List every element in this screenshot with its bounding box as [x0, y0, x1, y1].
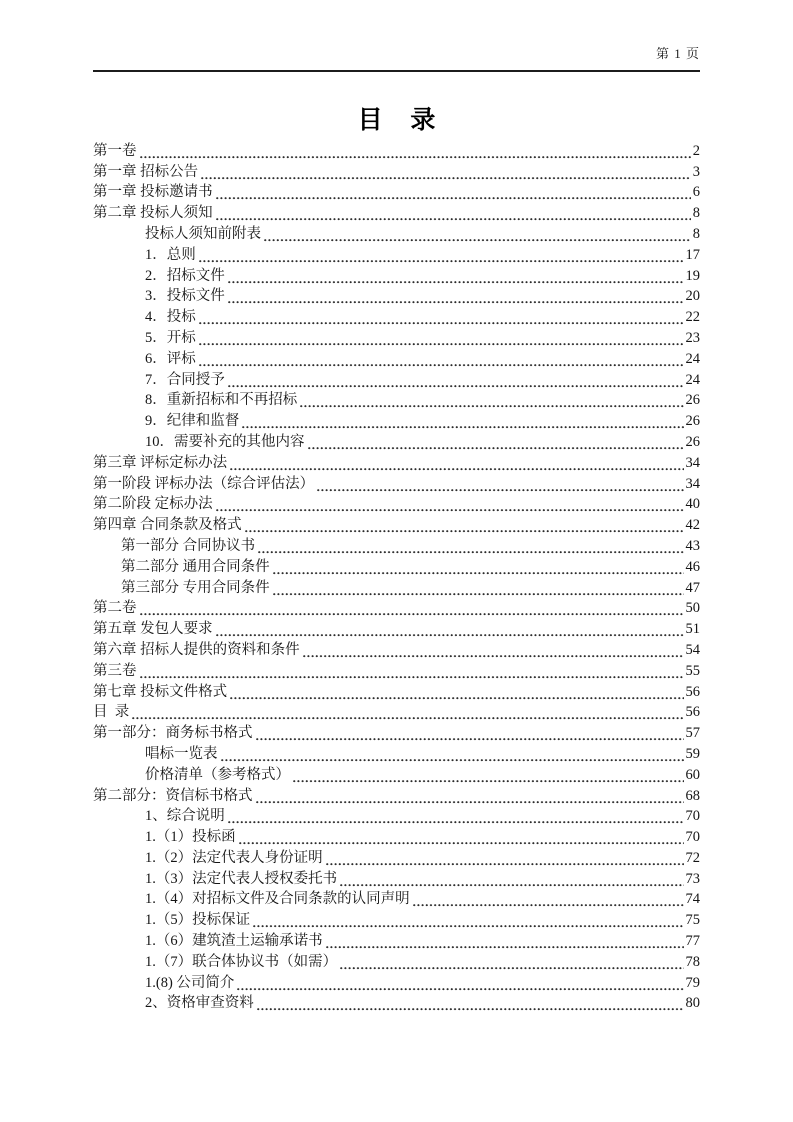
toc-dot-leader — [228, 281, 684, 284]
toc-entry-page: 19 — [685, 267, 700, 284]
toc-entry-title: 5．开标 — [145, 329, 196, 346]
toc-entry — [93, 494, 700, 515]
toc-entry — [93, 826, 700, 847]
toc-entry-page: 59 — [685, 745, 700, 762]
toc-entry-page: 68 — [685, 787, 700, 804]
toc-dot-leader — [140, 613, 684, 616]
toc-entry-title: 第二部分 通用合同条件 — [121, 558, 270, 575]
toc-entry — [93, 618, 700, 639]
toc-entry-title: 9．纪律和监督 — [145, 413, 240, 430]
toc-entry-title: 第三章 评标定标办法 — [93, 454, 228, 471]
toc-entry — [93, 535, 700, 556]
toc-entry — [93, 660, 700, 681]
toc-entry-title: 10．需要补充的其他内容 — [145, 433, 305, 450]
toc-dot-leader — [293, 780, 684, 783]
toc-entry — [93, 764, 700, 785]
toc-entry-title: 6．评标 — [145, 350, 196, 367]
toc-entry-page: 34 — [685, 475, 700, 492]
toc-dot-leader — [257, 1008, 684, 1011]
toc-entry — [93, 681, 700, 702]
toc-entry — [93, 972, 700, 993]
toc-entry — [93, 265, 700, 286]
toc-entry — [93, 182, 700, 203]
toc-dot-leader — [317, 489, 683, 492]
toc-dot-leader — [228, 821, 684, 824]
toc-entry — [93, 868, 700, 889]
toc-list — [93, 140, 700, 1013]
toc-entry-page: 74 — [685, 891, 700, 908]
toc-entry-title: 第二卷 — [93, 600, 137, 617]
toc-entry-title: 第一章 投标邀请书 — [93, 184, 213, 201]
toc-entry-page: 56 — [685, 683, 700, 700]
toc-dot-leader — [242, 426, 683, 429]
toc-dot-leader — [221, 759, 684, 762]
toc-dot-leader — [326, 946, 684, 949]
toc-entry-page: 77 — [685, 933, 700, 950]
toc-dot-leader — [264, 239, 691, 242]
header-rule — [93, 70, 700, 72]
toc-entry-title: 3．投标文件 — [145, 288, 225, 305]
toc-entry-title: 第二部分：资信标书格式 — [93, 787, 253, 804]
toc-dot-leader — [300, 405, 683, 408]
toc-entry — [93, 327, 700, 348]
toc-entry-title: 1.（4）对招标文件及合同条款的认同声明 — [145, 891, 410, 908]
page-number-label: 第 1 页 — [655, 46, 700, 61]
toc-entry — [93, 639, 700, 660]
toc-dot-leader — [230, 468, 683, 471]
toc-entry-title: 2．招标文件 — [145, 267, 225, 284]
toc-entry-title: 唱标一览表 — [145, 745, 218, 762]
toc-dot-leader — [199, 343, 684, 346]
toc-entry-title: 1．总则 — [145, 246, 196, 263]
toc-entry-title: 8．重新招标和不再招标 — [145, 392, 298, 409]
toc-entry — [93, 390, 700, 411]
toc-dot-leader — [256, 738, 684, 741]
toc-entry-page: 6 — [692, 184, 700, 201]
toc-entry-title: 第二章 投标人须知 — [93, 205, 213, 222]
toc-dot-leader — [239, 842, 684, 845]
toc-entry-page: 26 — [685, 433, 700, 450]
toc-entry — [93, 452, 700, 473]
toc-entry — [93, 244, 700, 265]
toc-dot-leader — [245, 530, 684, 533]
toc-entry-title: 价格清单（参考格式） — [145, 766, 290, 783]
toc-entry — [93, 577, 700, 598]
toc-entry-page: 2 — [692, 142, 700, 159]
toc-dot-leader — [256, 801, 684, 804]
toc-entry-page: 60 — [685, 766, 700, 783]
toc-dot-leader — [326, 863, 684, 866]
toc-entry-page: 3 — [692, 163, 700, 180]
toc-dot-leader — [199, 322, 684, 325]
toc-dot-leader — [303, 655, 684, 658]
toc-entry — [93, 951, 700, 972]
toc-entry — [93, 306, 700, 327]
toc-dot-leader — [140, 676, 684, 679]
toc-entry — [93, 847, 700, 868]
toc-entry-title: 2、资格审查资料 — [145, 995, 254, 1012]
toc-dot-leader — [258, 551, 683, 554]
toc-entry — [93, 369, 700, 390]
toc-entry — [93, 743, 700, 764]
toc-entry-page: 26 — [685, 392, 700, 409]
toc-entry-page: 40 — [685, 496, 700, 513]
toc-dot-leader — [340, 884, 683, 887]
toc-entry-page: 70 — [685, 808, 700, 825]
toc-entry-title: 第六章 招标人提供的资料和条件 — [93, 641, 300, 658]
toc-dot-leader — [132, 717, 683, 720]
toc-entry-title: 第四章 合同条款及格式 — [93, 517, 242, 534]
toc-entry — [93, 514, 700, 535]
toc-dot-leader — [216, 509, 684, 512]
toc-entry-title: 1.（6）建筑渣土运输承诺书 — [145, 933, 323, 950]
toc-entry-page: 17 — [685, 246, 700, 263]
toc-entry — [93, 286, 700, 307]
toc-dot-leader — [216, 218, 691, 221]
toc-entry-page: 8 — [692, 205, 700, 222]
toc-entry-page: 57 — [685, 725, 700, 742]
toc-entry-title: 1、综合说明 — [145, 808, 225, 825]
toc-dot-leader — [216, 197, 691, 200]
toc-dot-leader — [237, 988, 683, 991]
toc-entry — [93, 722, 700, 743]
toc-entry-title: 第三卷 — [93, 662, 137, 679]
toc-entry-page: 26 — [685, 413, 700, 430]
toc-dot-leader — [273, 593, 684, 596]
toc-entry-title: 1.（7）联合体协议书（如需） — [145, 953, 338, 970]
toc-entry — [93, 223, 700, 244]
toc-entry-page: 70 — [685, 829, 700, 846]
toc-dot-leader — [140, 156, 691, 159]
toc-entry — [93, 140, 700, 161]
toc-entry-title: 第二阶段 定标办法 — [93, 496, 213, 513]
toc-entry-page: 34 — [685, 454, 700, 471]
toc-entry-page: 46 — [685, 558, 700, 575]
toc-entry-page: 75 — [685, 912, 700, 929]
toc-entry — [93, 909, 700, 930]
toc-entry-page: 43 — [685, 537, 700, 554]
toc-entry-page: 78 — [685, 953, 700, 970]
toc-entry-title: 投标人须知前附表 — [145, 225, 261, 242]
toc-dot-leader — [228, 385, 684, 388]
toc-entry-page: 56 — [685, 704, 700, 721]
toc-entry-title: 第一部分 合同协议书 — [121, 537, 256, 554]
toc-entry-title: 1.（3）法定代表人授权委托书 — [145, 870, 338, 887]
toc-entry-title: 第一卷 — [93, 142, 137, 159]
toc-dot-leader — [308, 447, 684, 450]
toc-entry-page: 20 — [685, 288, 700, 305]
toc-entry-page: 24 — [685, 350, 700, 367]
toc-entry — [93, 431, 700, 452]
toc-entry — [93, 202, 700, 223]
toc-entry-page: 73 — [685, 870, 700, 887]
toc-entry-page: 42 — [685, 517, 700, 534]
toc-entry-page: 51 — [685, 621, 700, 638]
toc-entry-page: 8 — [692, 225, 700, 242]
toc-entry — [93, 473, 700, 494]
toc-entry-title: 目 录 — [93, 704, 130, 721]
toc-dot-leader — [201, 177, 691, 180]
toc-entry — [93, 556, 700, 577]
toc-dot-leader — [199, 260, 684, 263]
toc-entry-title: 第七章 投标文件格式 — [93, 683, 228, 700]
toc-entry-page: 50 — [685, 600, 700, 617]
document-title: 目 录 — [357, 106, 436, 134]
toc-entry-title: 第一部分：商务标书格式 — [93, 725, 253, 742]
toc-entry-page: 23 — [685, 329, 700, 346]
toc-dot-leader — [340, 967, 683, 970]
toc-entry-title: 1.（2）法定代表人身份证明 — [145, 849, 323, 866]
toc-dot-leader — [199, 364, 684, 367]
toc-dot-leader — [413, 904, 684, 907]
toc-entry — [93, 348, 700, 369]
toc-dot-leader — [230, 697, 683, 700]
toc-dot-leader — [228, 301, 684, 304]
toc-entry-title: 1.(8) 公司简介 — [145, 974, 235, 991]
toc-entry-page: 79 — [685, 974, 700, 991]
toc-dot-leader — [216, 634, 684, 637]
toc-entry — [93, 806, 700, 827]
toc-entry-page: 55 — [685, 662, 700, 679]
toc-entry — [93, 702, 700, 723]
toc-entry — [93, 930, 700, 951]
toc-entry-title: 1.（5）投标保证 — [145, 912, 251, 929]
toc-entry-page: 47 — [685, 579, 700, 596]
toc-entry-page: 72 — [685, 849, 700, 866]
toc-entry-title: 4．投标 — [145, 309, 196, 326]
toc-entry — [93, 785, 700, 806]
toc-entry-page: 80 — [685, 995, 700, 1012]
toc-entry-title: 7．合同授予 — [145, 371, 225, 388]
toc-entry-page: 24 — [685, 371, 700, 388]
toc-entry-page: 54 — [685, 641, 700, 658]
toc-entry — [93, 161, 700, 182]
toc-entry-title: 第三部分 专用合同条件 — [121, 579, 270, 596]
toc-entry — [93, 889, 700, 910]
toc-entry-title: 第一阶段 评标办法（综合评估法） — [93, 475, 315, 492]
toc-entry — [93, 598, 700, 619]
toc-entry-title: 1.（1）投标函 — [145, 829, 236, 846]
toc-entry-page: 22 — [685, 309, 700, 326]
toc-entry — [93, 410, 700, 431]
toc-entry-title: 第五章 发包人要求 — [93, 621, 213, 638]
toc-dot-leader — [253, 925, 683, 928]
toc-dot-leader — [273, 572, 684, 575]
toc-entry-title: 第一章 招标公告 — [93, 163, 199, 180]
toc-entry — [93, 993, 700, 1014]
